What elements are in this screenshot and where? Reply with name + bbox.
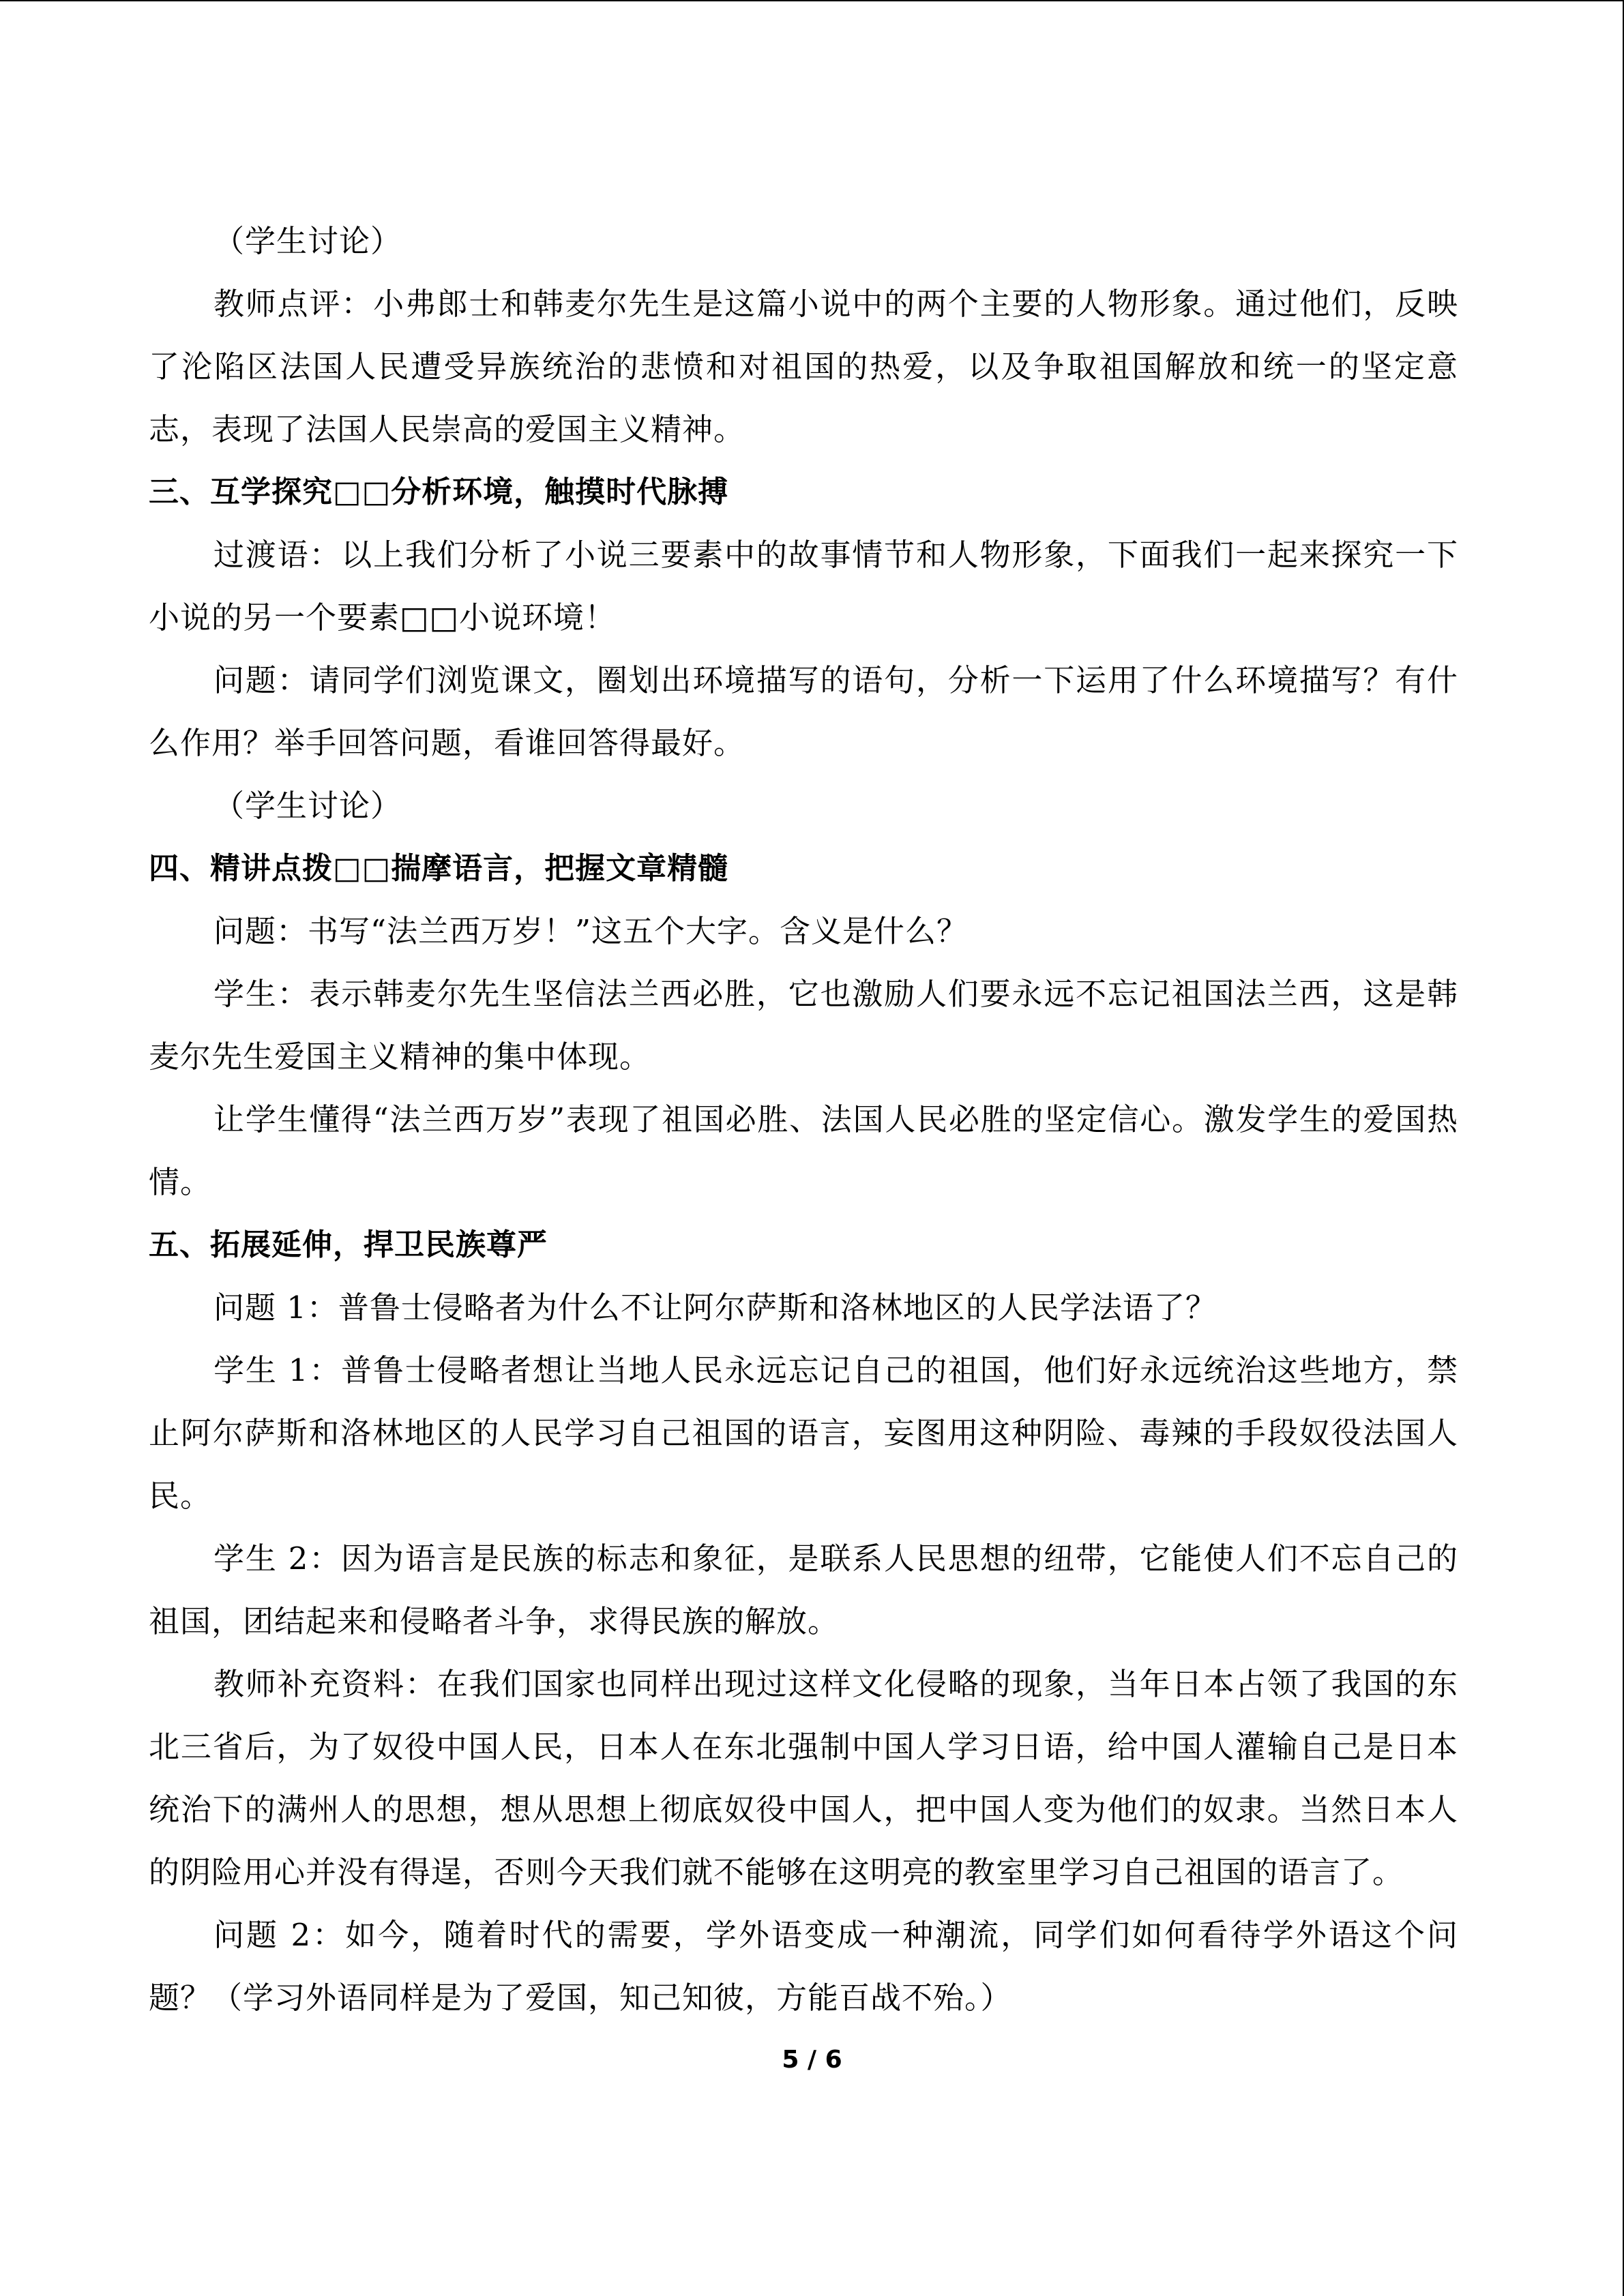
paragraph-question-1: 问题 1：普鲁士侵略者为什么不让阿尔萨斯和洛林地区的人民学法语了？	[213, 1289, 1217, 1326]
paragraph-teacher-comment: 教师点评：小弗郎士和韩麦尔先生是这篇小说中的两个主要的人物形象。通过他们，反映了沦陷区法国人民遭受异族统治的悲愤和对祖国的热爱，以及争取祖国解放和统一的坚定意志，表现了法国人民崇高的爱国主义精神。	[149, 286, 1458, 447]
paragraph-student-discussion-2: （学生讨论）	[213, 788, 402, 824]
paragraph-student-answer: 学生：表示韩麦尔先生坚信法兰西必胜，它也激励人们要永远不忘记祖国法兰西，这是韩麦尔先生爱国主义精神的集中体现。	[149, 976, 1458, 1075]
paragraph-question-meaning: 问题：书写“法兰西万岁！”这五个大字。含义是什么？	[213, 913, 969, 949]
document-body	[149, 210, 1458, 2029]
paragraph-patriotism: 让学生懂得“法兰西万岁”表现了祖国必胜、法国人民必胜的坚定信心。激发学生的爱国热情。	[149, 1101, 1458, 1200]
section-heading-5: 五、拓展延伸，捍卫民族尊严	[149, 1227, 548, 1262]
paragraph-question-environment: 问题：请同学们浏览课文，圈划出环境描写的语句，分析一下运用了什么环境描写？有什么作用？举手回答问题，看谁回答得最好。	[149, 662, 1458, 761]
paragraph-student-1: 学生 1：普鲁士侵略者想让当地人民永远忘记自己的祖国，他们好永远统治这些地方，禁止阿尔萨斯和洛林地区的人民学习自己祖国的语言，妄图用这种阴险、毒辣的手段奴役法国人民。	[149, 1352, 1458, 1514]
paragraph-student-discussion-1: （学生讨论）	[213, 223, 402, 259]
paragraph-teacher-supplement: 教师补充资料：在我们国家也同样出现过这样文化侵略的现象，当年日本占领了我国的东北三省后，为了奴役中国人民，日本人在东北强制中国人学习日语，给中国人灌输自己是日本统治下的满州人的思想，想从思想上彻底奴役中国人，把中国人变为他们的奴隶。当然日本人的阴险用心并没有得逞，否则今天我们就不能够在这明亮的教室里学习自己祖国的语言了。	[149, 1666, 1458, 1890]
paragraph-student-2: 学生 2：因为语言是民族的标志和象征，是联系人民思想的纽带，它能使人们不忘自己的祖国，团结起来和侵略者斗争，求得民族的解放。	[149, 1540, 1458, 1639]
section-heading-4: 四、精讲点拨□□揣摩语言，把握文章精髓	[149, 851, 729, 886]
paragraph-transition: 过渡语：以上我们分析了小说三要素中的故事情节和人物形象，下面我们一起来探究一下小说的另一个要素□□小说环境！	[149, 537, 1458, 636]
section-heading-3: 三、互学探究□□分析环境，触摸时代脉搏	[149, 475, 729, 509]
paragraph-question-2: 问题 2：如今，随着时代的需要，学外语变成一种潮流，同学们如何看待学外语这个问题？（学习外语同样是为了爱国，知己知彼，方能百战不殆。）	[149, 1917, 1458, 2016]
page-number: 5 / 6	[782, 2046, 842, 2074]
